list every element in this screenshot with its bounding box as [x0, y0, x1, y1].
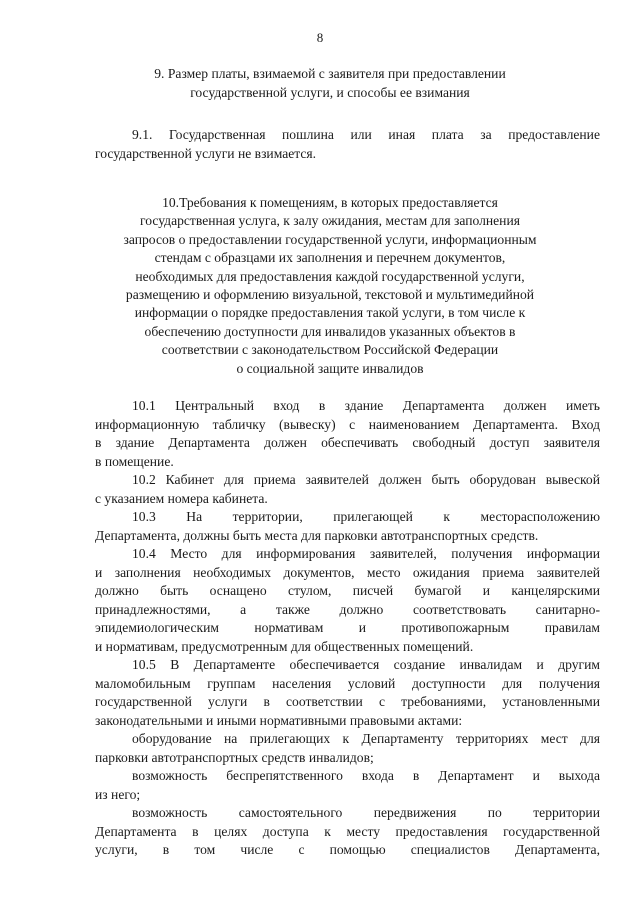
- paragraph-line: государственной услуги не взимается.: [95, 145, 317, 161]
- section-10-title-line: обеспечению доступности для инвалидов указанных объектов в: [144, 323, 516, 339]
- section-10-title-line: соответствии с законодательством Российской Федерации: [161, 342, 499, 358]
- paragraph-line: принадлежностями, а также должно соответствовать санитарно-: [95, 601, 600, 617]
- paragraph-line: 10.4 Место для информирования заявителей, получения информации: [132, 546, 600, 561]
- paragraph-line: и нормативам, предусмотренным для общественных помещений.: [95, 638, 474, 654]
- section-9-title-line: государственной услуги, и способы ее взимания: [190, 85, 470, 100]
- page-number: 8: [316, 30, 324, 45]
- paragraph-line: маломобильным группам населения условий доступности для получения: [95, 675, 600, 691]
- section-9-title: [60, 64, 600, 102]
- paragraph-line: услуги, в том числе с помощью специалистов Департамента,: [95, 842, 600, 857]
- paragraph-line: оборудование на прилегающих к Департаменту территориях мест для: [132, 731, 600, 746]
- section-10-title-line: 10.Требования к помещениям, в которых предоставляется: [162, 195, 498, 210]
- paragraph-line: парковки автотранспортных средств инвалидов;: [95, 749, 374, 765]
- section-9-title-line: 9. Размер платы, взимаемой с заявителя при предоставлении: [154, 66, 506, 81]
- paragraph-line: возможность беспрепятственного входа в Департамент и выхода: [132, 768, 600, 783]
- paragraph-line: Департамента, должны быть места для парковки автотранспортных средств.: [95, 527, 539, 543]
- paragraph-line: и заполнения необходимых документов, место ожидания приема заявителей: [95, 564, 600, 580]
- paragraph-line: 10.1 Центральный вход в здание Департамента должен иметь: [132, 398, 600, 413]
- section-10-title: [60, 194, 600, 378]
- paragraph-line: 10.2 Кабинет для приема заявителей должен быть оборудован вывеской: [132, 472, 600, 487]
- section-10-title-line: необходимых для предоставления каждой государственной услуги,: [135, 268, 525, 284]
- paragraph-line: с указанием номера кабинета.: [95, 490, 268, 506]
- paragraph-line: 10.5 В Департаменте обеспечивается создание инвалидам и другим: [132, 657, 600, 672]
- paragraph-line: законодательными и иными нормативными правовыми актами:: [95, 712, 463, 728]
- paragraph-line: в помещение.: [95, 453, 174, 469]
- paragraph-line: государственной услуги в соответствии с требованиями, установленными: [95, 694, 600, 709]
- paragraph-line: из него;: [95, 786, 141, 802]
- section-10-title-line: размещению и оформлению визуальной, текстовой и мультимедийной: [125, 287, 535, 303]
- section-10-title-line: государственная услуга, к залу ожидания, местам для заполнения: [139, 213, 520, 229]
- paragraph-line: в здание Департамента должен обеспечивать свободный доступ заявителя: [95, 435, 600, 450]
- paragraph-line: Департамента в целях доступа к месту предоставления государственной: [95, 823, 600, 839]
- paragraph-line: возможность самостоятельного передвижения по территории: [132, 805, 600, 820]
- section-10-body: [95, 397, 600, 860]
- paragraph-9-1: [95, 126, 600, 163]
- paragraph-line: 9.1. Государственная пошлина или иная плата за предоставление: [132, 127, 600, 142]
- section-10-title-line: информации о порядке предоставления такой услуги, в том числе к: [134, 305, 526, 321]
- section-10-title-line: о социальной защите инвалидов: [236, 360, 424, 376]
- section-10-title-line: запросов о предоставлении государственной услуги, информационным: [123, 231, 537, 247]
- section-10-title-line: стендам с образцами их заполнения и перечнем документов,: [154, 250, 506, 266]
- paragraph-line: информационную табличку (вывеску) с наименованием Департамента. Вход: [95, 416, 600, 432]
- paragraph-line: 10.3 На территории, прилегающей к месторасположению: [132, 509, 600, 524]
- paragraph-line: эпидемиологическим нормативам и противопожарным правилам: [95, 620, 600, 635]
- paragraph-line: должно быть оснащено стулом, писчей бумагой и канцелярскими: [95, 583, 600, 598]
